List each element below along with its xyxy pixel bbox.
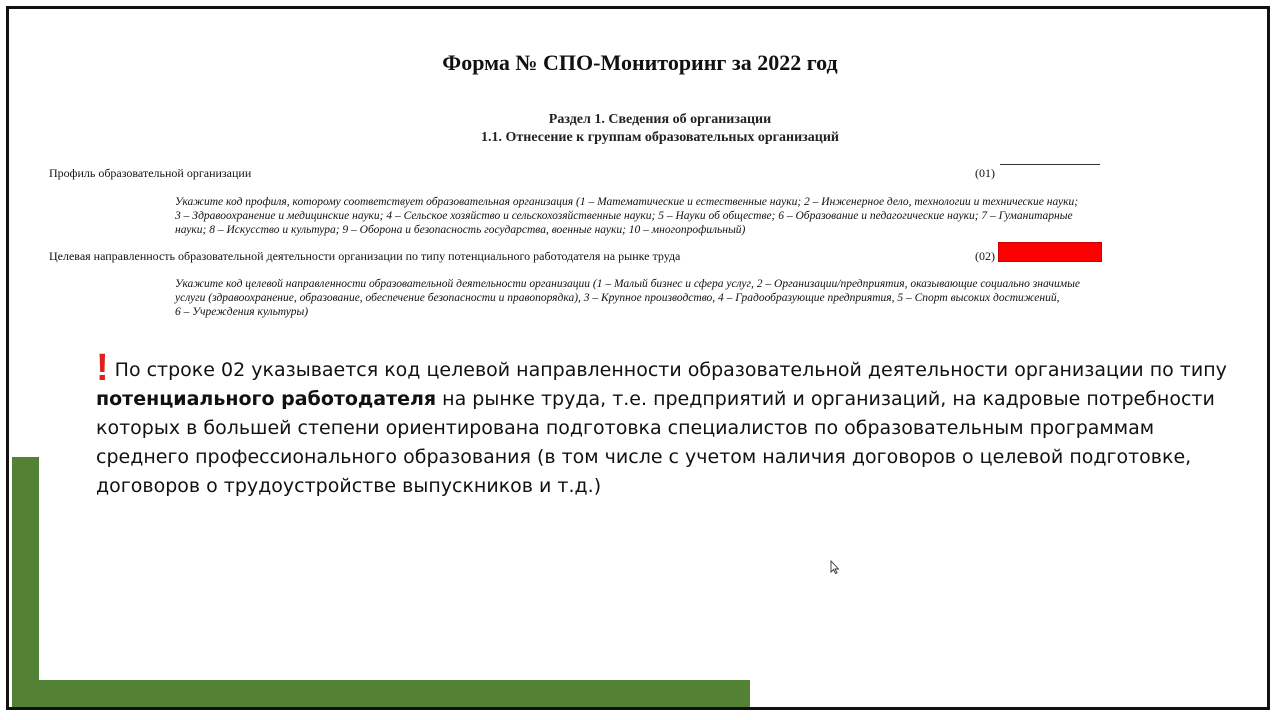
form-title: Форма № СПО-Мониторинг за 2022 год xyxy=(442,50,838,75)
row-01-code: (01) xyxy=(975,166,995,180)
hint-line: Укажите код целевой направленности образовательной деятельности организации (1 – Малый бизнес и сфера услуг, 2 – Организации/предприятия, оказывающие социально значимые xyxy=(175,278,1081,290)
hint-line: 3 – Здравоохранение и медицинские науки; 4 – Сельское хозяйство и сельскохозяйственные науки; 5 – Науки об обществе; 6 – Образование и педагогические науки; 7 – Гуманитарные xyxy=(175,210,1073,222)
row-01-hint xyxy=(175,195,1207,237)
row-02-highlighted-field xyxy=(998,242,1102,262)
note-text-part2: на рынке труда, т.е. предприятий и организаций, на кадровые потребности которых в большей степени ориентирована подготовка специалистов по образовательным программам среднего профессионального образования (в том числе с учетом наличия договоров о целевой подготовке, договоров о трудоустройстве выпускников и т.д.) xyxy=(96,388,1215,497)
note-text-part1: По строке 02 указывается код целевой направленности образовательной деятельности организации по типу xyxy=(114,359,1227,381)
row-02-code: (02) xyxy=(975,249,995,263)
section-subtitle: 1.1. Отнесение к группам образовательных организаций xyxy=(481,130,839,145)
green-accent-bar-left xyxy=(12,457,39,707)
hint-line: 6 – Учреждения культуры) xyxy=(175,306,309,318)
row-02-label: Целевая направленность образовательной деятельности организации по типу потенциального работодателя на рынке труда xyxy=(49,249,681,263)
explanatory-note xyxy=(96,347,1246,501)
hint-line: услуги (здравоохранение, образование, обеспечение безопасности и правопорядка), 3 – Крупное производство, 4 – Градообразующие предприятия, 5 – Спорт высоких достижений, xyxy=(175,292,1060,304)
exclamation-icon: ! xyxy=(96,347,109,389)
row-02-hint xyxy=(175,277,1207,319)
green-accent-bar-bottom xyxy=(12,680,750,707)
note-bold-text: потенциального работодателя xyxy=(96,388,437,410)
section-title: Раздел 1. Сведения об организации xyxy=(548,112,772,127)
row-01-label: Профиль образовательной организации xyxy=(49,166,252,180)
hint-line: науки; 8 – Искусство и культура; 9 – Оборона и безопасность государства, военные науки; 10 – многопрофильный) xyxy=(175,224,746,236)
section-header xyxy=(260,111,1060,147)
row-01-input-line xyxy=(1000,164,1100,165)
mouse-pointer-icon xyxy=(830,560,840,574)
hint-line: Укажите код профиля, которому соответствует образовательная организация (1 – Математические и естественные науки; 2 – Инженерное дело, технологии и технические науки; xyxy=(175,196,1079,208)
